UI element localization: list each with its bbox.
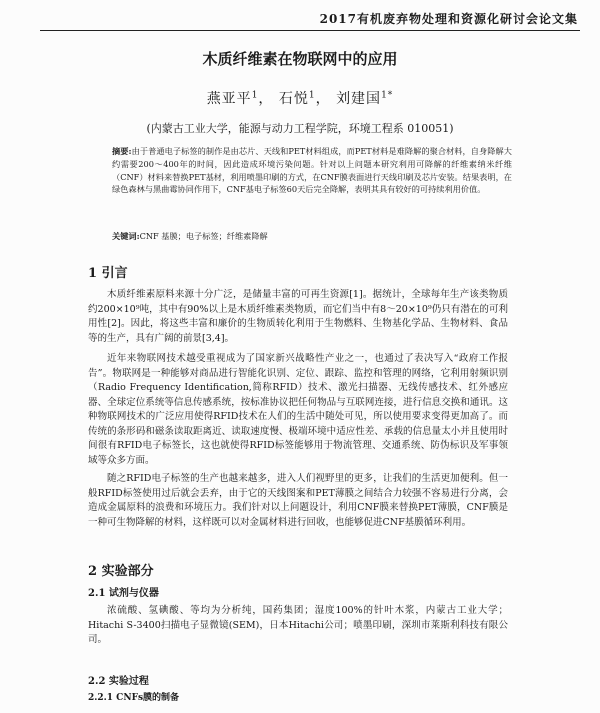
abstract-label: 摘要: [112, 146, 132, 156]
section-heading-experiment: 2 实验部分 [88, 564, 154, 579]
affiliation: (内蒙古工业大学，能源与动力工程学院，环境工程系 010051) [146, 122, 454, 135]
subsection-heading-procedure: 2.2 实验过程 [88, 676, 149, 687]
running-header: 2017有机废弃物处理和资源化研讨会论文集 [319, 12, 578, 26]
author-name: 石悦 [278, 91, 309, 107]
author-name: 燕亚平 [206, 91, 252, 107]
body-paragraph: 浓硫酸、氢碘酸、等均为分析纯，国药集团；湿度100%的针叶木浆，内蒙古工业大学；Hitachi S-3400扫描电子显微镜(SEM)，日本Hitachi公司；喷墨印刷，深圳市莱斯利科技有限公司。 [88, 605, 508, 645]
abstract-text: 由于普通电子标签的制作是由芯片、天线和PET材料组成，而PET材料是难降解的聚合材料，自身降解大约需要200～400年的时间，因此造成环境污染问题。针对以上问题本研究利用可降解的纤维素纳米纤维（CNF）材料来替换PET基材，利用喷墨印刷的方式，在CNF膜表面进行天线印刷及芯片安装。结果表明，在绿色森林与黑曲霉协同作用下，CNF基电子标签60天后完全降解，表明其具有较好的可持续利用价值。 [112, 146, 512, 195]
abstract [112, 145, 512, 196]
body-paragraph: 近年来物联网技术越受重视成为了国家新兴战略性产业之一，也通过了表决写入“政府工作报告”。物联网是一种能够对商品进行智能化识别、定位、跟踪、监控和管理的网络，它利用射频识别（Radio Frequency Identification,简称RFID）技术、激光扫描器、无线传感技术、红外感应器、全球定位系统等信息传感系统，按标准协议把任何物品与互联网连接，进行信息交换和通讯。这种物联网技术的广泛应用使得RFID技术在人们的生活中随处可见，所以使用要求变得更加高了。而传统的条形码和磁条读取距离近、读取速度慢、极端环境中适应性差、承载的信息量太小并且使用时间很有RFID电子标签长，这也就使得RFID标签能够用于物流管理、交通系统、防伪标识及军事领域等众多方面。 [88, 353, 508, 466]
keywords [112, 231, 532, 242]
paper-title: 木质纤维素在物联网中的应用 [202, 50, 398, 68]
author-affil-mark: 1 [308, 90, 316, 101]
section-heading-introduction: 1 引言 [88, 266, 128, 281]
keywords-label: 关键词: [112, 231, 140, 241]
body-paragraph: 随之RFID电子标签的生产也越来越多，进入人们视野里的更多，让我们的生活更加便利。但一般RFID标签使用过后就会丢弃，由于它的天线图案和PET薄膜之间结合力较强不容易进行分离，会造成金属原料的浪费和环境压力。我们针对以上问题设计，利用CNF膜来替换PET薄膜，CNF膜是一种可生物降解的材料，这样既可以对金属材料进行回收，也能够促进CNF基膜循环利用。 [88, 473, 508, 528]
author-affil-mark: 1* [381, 90, 394, 101]
author-name: 刘建国 [336, 91, 382, 107]
keywords-text: CNF 基膜；电子标签；纤维素降解 [139, 231, 268, 241]
subsubsection-heading-cnf-film: 2.2.1 CNFs膜的制备 [88, 693, 180, 703]
subsection-heading-reagents: 2.1 试剂与仪器 [88, 588, 159, 599]
body-paragraph: 木质纤维素原料来源十分广泛，是储量丰富的可再生资源[1]。据统计，全球每年生产该类物质约200×10⁹吨，其中有90%以上是木质纤维素类物质，而它们当中有8～20×10⁹仍只有潜在的可利用性[2]。因此，将这些丰富和廉价的生物质转化利用于生物燃料、生物基化学品、生物材料、食品等的生产，具有广阔的前景[3,4]。 [88, 289, 508, 344]
author-list: 燕亚平$^1$， 石悦$^1$， 刘建国$^{1*}$ [206, 90, 394, 107]
header-rule [40, 30, 580, 31]
author-affil-mark: 1 [251, 90, 259, 101]
